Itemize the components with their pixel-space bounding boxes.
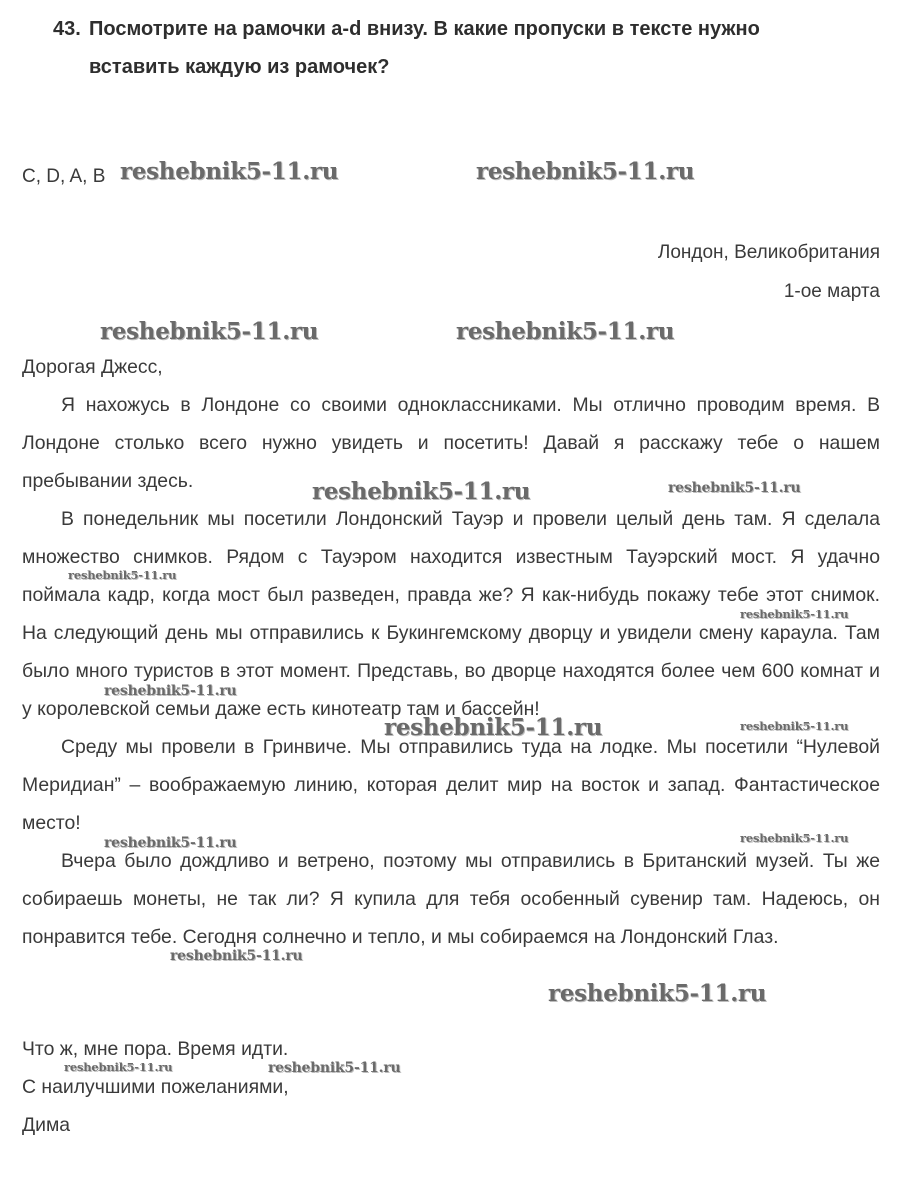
watermark: reshebnik5-11.ru: [548, 980, 767, 1007]
letter-sign-off: С наилучшими пожеланиями,: [22, 1076, 289, 1098]
watermark: reshebnik5-11.ru: [104, 835, 237, 851]
letter-body: [22, 348, 880, 956]
letter-signature: Дима: [22, 1114, 71, 1136]
letter-paragraph-2: В понедельник мы посетили Лондонский Тауэр и провели целый день там. Я сделала множество снимков. Рядом с Тауэром находится известным Тауэрский мост. Я удачно поймала кадр, когда мост был разведен, правда же? Я как-нибудь покажу тебе этот снимок. На следующий день мы отправились к Букингемскому дворцу и увидели смену караула. Там было много туристов в этот момент. Представь, во дворце находятся более чем 600 комнат и у королевской семьи даже есть кинотеатр там и бассейн!: [22, 508, 880, 720]
letter-date: 1-ое марта: [783, 281, 880, 302]
letter-paragraph-1: Я нахожусь в Лондоне со своими одноклассниками. Мы отлично проводим время. В Лондоне столько всего нужно увидеть и посетить! Давай я расскажу тебе о нашем пребывании здесь.: [22, 394, 880, 492]
watermark: reshebnik5-11.ru: [740, 719, 849, 733]
letter-paragraph-4: Вчера было дождливо и ветрено, поэтому мы отправились в Британский музей. Ты же собираешь монеты, не так ли? Я купила для тебя особенный сувенир там. Надеюсь, он понравится тебе. Сегодня солнечно и тепло, и мы собираемся на Лондонский Глаз.: [22, 850, 880, 948]
letter-signature-block: [22, 1106, 880, 1144]
letter-closing-line: Что ж, мне пора. Время идти.: [22, 1038, 289, 1060]
task-number: 43.: [53, 18, 81, 40]
answer-line: C, D, A, B: [22, 166, 106, 187]
task-heading: [53, 10, 853, 86]
watermark: reshebnik5-11.ru: [476, 158, 695, 185]
watermark: reshebnik5-11.ru: [384, 714, 603, 741]
watermark: reshebnik5-11.ru: [740, 831, 849, 845]
watermark: reshebnik5-11.ru: [64, 1060, 173, 1074]
watermark: reshebnik5-11.ru: [68, 568, 177, 582]
watermark: reshebnik5-11.ru: [120, 158, 339, 185]
watermark: reshebnik5-11.ru: [456, 318, 675, 345]
watermark: reshebnik5-11.ru: [312, 478, 531, 505]
watermark: reshebnik5-11.ru: [668, 480, 801, 496]
letter-greeting: Дорогая Джесс,: [22, 356, 163, 378]
watermark: reshebnik5-11.ru: [104, 683, 237, 699]
letter-place: Лондон, Великобритания: [657, 242, 880, 263]
task-text: Посмотрите на рамочки a-d внизу. В какие пропуски в тексте нужно вставить каждую из рамочек?: [89, 18, 760, 78]
watermark: reshebnik5-11.ru: [740, 607, 849, 621]
letter-paragraph-3: Среду мы провели в Гринвиче. Мы отправились туда на лодке. Мы посетили “Нулевой Меридиан” – воображаемую линию, которая делит мир на восток и запад. Фантастическое место!: [22, 736, 880, 834]
watermark: reshebnik5-11.ru: [100, 318, 319, 345]
watermark: reshebnik5-11.ru: [170, 948, 303, 964]
watermark: reshebnik5-11.ru: [268, 1060, 401, 1076]
